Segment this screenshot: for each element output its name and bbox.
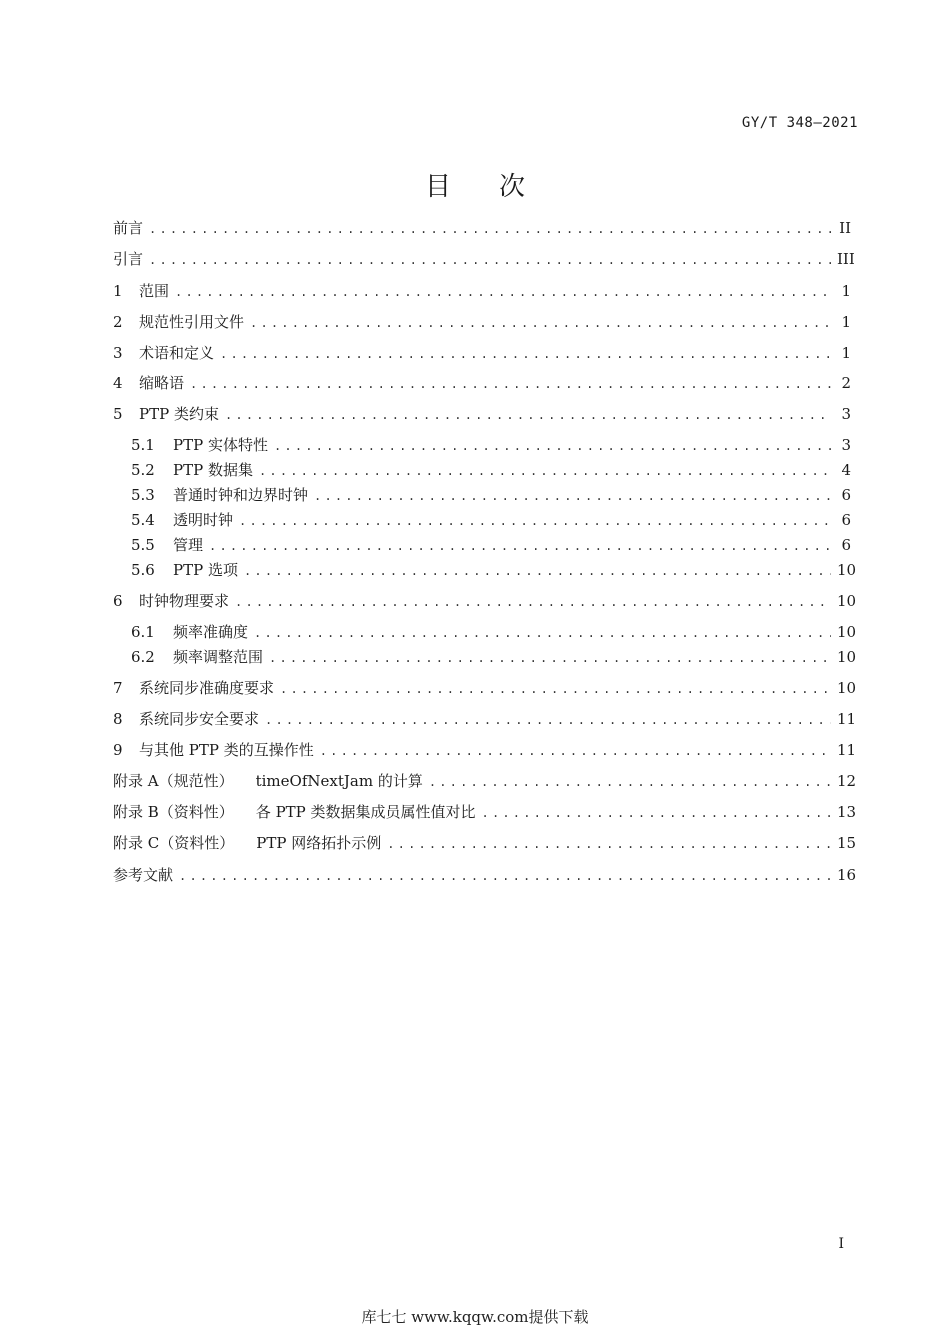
leader-dots [274,436,831,456]
toc-label: PTP 数据集 [173,461,253,479]
toc-page: 12 [837,772,857,790]
toc-page: 10 [837,623,857,641]
toc-label: 术语和定义 [139,344,215,362]
toc-entry-5-1[interactable] [131,435,851,456]
toc-number: 6.1 [131,623,155,641]
download-watermark: 库七七 www.kqqw.com提供下载 [361,1308,589,1326]
toc-number: 1 [113,282,123,300]
annex-type: 附录 C（资料性） [113,834,235,852]
toc-number: 2 [113,313,123,331]
toc-page: 1 [841,313,851,331]
toc-label: 系统同步安全要求 [139,710,260,728]
toc-label: 引言 [113,250,144,268]
toc-label: PTP 实体特性 [173,436,268,454]
leader-dots [280,679,831,699]
toc-label [113,771,423,791]
toc-entry-1[interactable] [113,281,851,302]
toc-entry-2[interactable] [113,312,851,333]
toc-number: 4 [113,374,123,392]
toc-page: 10 [837,648,857,666]
toc-entry-5-3[interactable] [131,485,851,506]
leader-dots [179,866,831,886]
toc-page: 13 [837,803,857,821]
leader-dots [209,536,831,556]
standard-code: GY/T 348—2021 [741,115,858,131]
leader-dots [149,219,831,239]
toc-page: 10 [837,592,857,610]
toc-entry-4[interactable] [113,373,851,394]
toc-number: 5.2 [131,461,155,479]
page-title: 目次 [424,172,573,202]
toc-number: 5 [113,405,123,423]
leader-dots [149,250,831,270]
toc-entry-foreword[interactable] [113,218,851,239]
leader-dots [250,313,831,333]
leader-dots [265,710,831,730]
toc-label: 与其他 PTP 类的互操作性 [139,741,314,759]
toc-entry-introduction[interactable] [113,249,855,270]
toc-page: 3 [841,436,851,454]
leader-dots [387,834,831,854]
toc-number: 3 [113,344,123,362]
toc-number: 6.2 [131,648,155,666]
toc-label: 时钟物理要求 [139,592,230,610]
toc-page: 11 [837,741,857,759]
toc-label: 透明时钟 [173,511,234,529]
toc-page: 1 [841,344,851,362]
toc-entry-3[interactable] [113,343,851,364]
leader-dots [254,623,831,643]
toc-label: 规范性引用文件 [139,313,245,331]
toc-label: 范围 [139,282,170,300]
toc-page: 2 [841,374,851,392]
toc-page: 6 [841,511,851,529]
leader-dots [239,511,831,531]
annex-title: 各 PTP 类数据集成员属性值对比 [255,803,476,821]
toc-entry-annex-c[interactable] [113,833,857,854]
toc-label: 频率调整范围 [173,648,264,666]
toc-label: 缩略语 [139,374,185,392]
toc-page: 10 [837,561,857,579]
leader-dots [235,592,831,612]
toc-page: II [839,219,851,237]
annex-type: 附录 B（资料性） [113,803,234,821]
toc-page: 11 [837,710,857,728]
toc-label: 频率准确度 [173,623,249,641]
leader-dots [482,803,831,823]
toc-page: 15 [837,834,857,852]
toc-number: 5.4 [131,511,155,529]
toc-page: 4 [841,461,851,479]
toc-number: 6 [113,592,123,610]
toc-label: 参考文献 [113,866,174,884]
toc-number: 5.1 [131,436,155,454]
toc-entry-5-6[interactable] [131,560,857,581]
leader-dots [259,461,831,481]
leader-dots [244,561,831,581]
toc-label: 前言 [113,219,144,237]
toc-entry-5-2[interactable] [131,460,851,481]
toc-label: PTP 选项 [173,561,238,579]
toc-page: 3 [841,405,851,423]
toc-label [113,802,476,822]
toc-entry-5-4[interactable] [131,510,851,531]
toc-entry-annex-a[interactable] [113,771,857,792]
toc-page: 6 [841,486,851,504]
leader-dots [320,741,831,761]
page-number: I [838,1236,844,1252]
annex-title: timeOfNextJam 的计算 [255,772,423,790]
toc-page: 6 [841,536,851,554]
toc-label: PTP 类约束 [139,405,219,423]
leader-dots [220,344,831,364]
toc-entry-8[interactable] [113,709,857,730]
toc-entry-6-1[interactable] [131,622,857,643]
toc-entry-bibliography[interactable] [113,865,857,886]
leader-dots [314,486,831,506]
toc-number: 9 [113,741,123,759]
toc-label: 系统同步准确度要求 [139,679,275,697]
toc-label [113,833,381,853]
annex-type: 附录 A（规范性） [113,772,234,790]
toc-number: 8 [113,710,123,728]
toc-entry-9[interactable] [113,740,857,761]
leader-dots [225,405,831,425]
toc-number: 7 [113,679,123,697]
toc-page: III [837,250,855,268]
toc-entry-5[interactable] [113,404,851,425]
leader-dots [429,772,831,792]
toc-page: 10 [837,679,857,697]
annex-title: PTP 网络拓扑示例 [256,834,382,852]
toc-number: 5.3 [131,486,155,504]
toc-entry-5-5[interactable] [131,535,851,556]
toc-entry-7[interactable] [113,678,857,699]
toc-page: 16 [837,866,857,884]
toc-label: 普通时钟和边界时钟 [173,486,309,504]
leader-dots [190,374,831,394]
leader-dots [269,648,831,668]
toc-page: 1 [841,282,851,300]
toc-number: 5.5 [131,536,155,554]
toc-entry-6[interactable] [113,591,857,612]
leader-dots [175,282,831,302]
toc-number: 5.6 [131,561,155,579]
toc-entry-annex-b[interactable] [113,802,857,823]
toc-entry-6-2[interactable] [131,647,857,668]
toc-label: 管理 [173,536,204,554]
